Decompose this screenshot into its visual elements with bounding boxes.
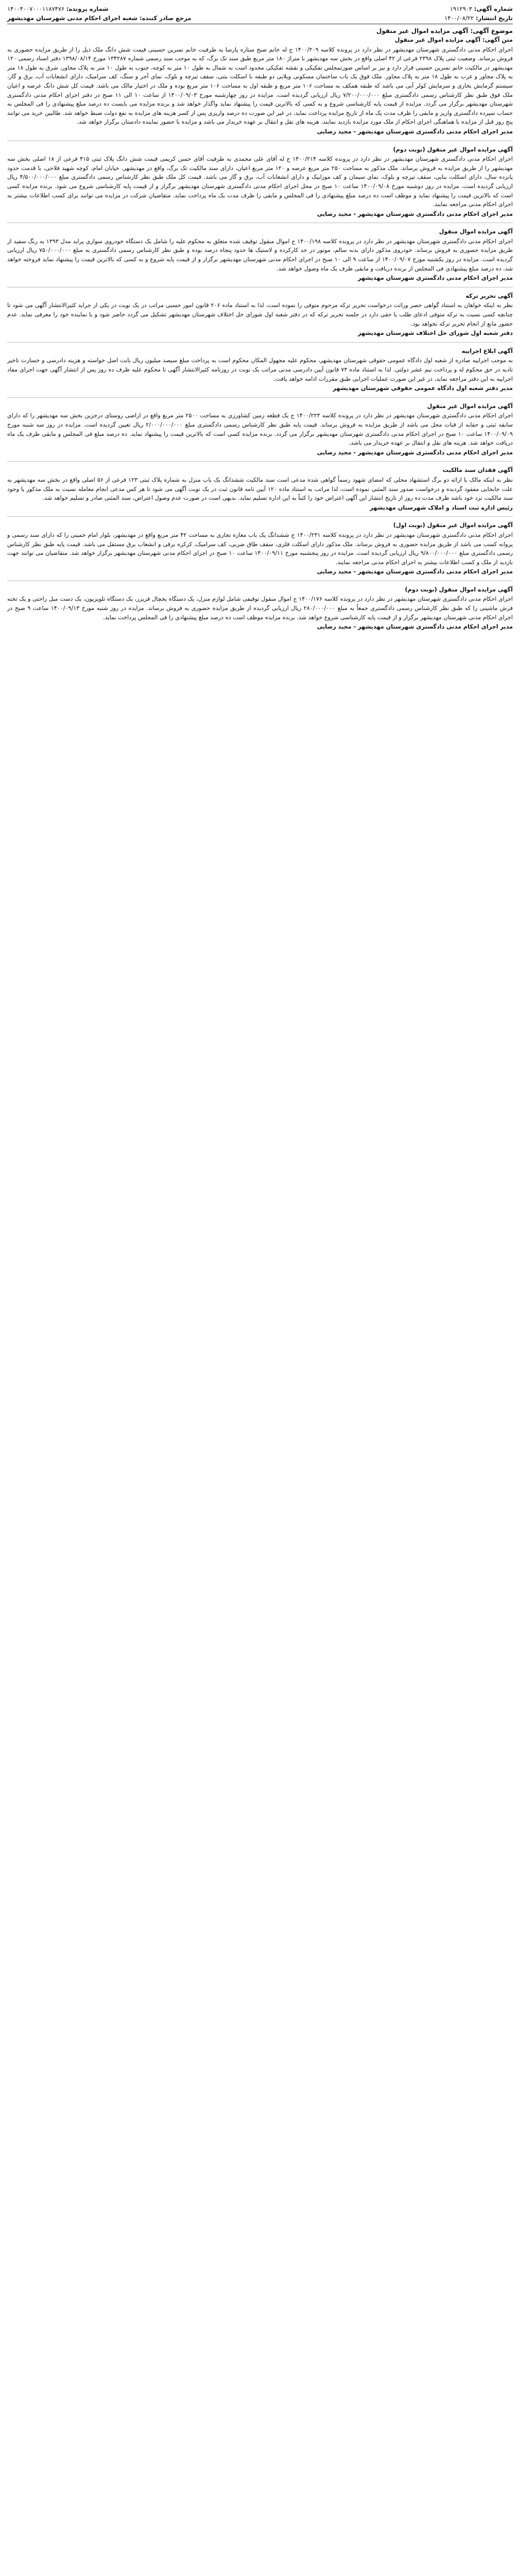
notice-1	[7, 36, 513, 137]
notice-2	[7, 145, 513, 219]
notice-5-signature: مدیر دفتر شعبه اول دادگاه عمومی حقوقی شهرستان مهدیشهر	[333, 385, 513, 392]
notice-4-title: آگهی تحریر ترکه	[465, 292, 513, 299]
notice-9-signature: مدیر اجرای احکام مدنی دادگستری شهرستان مهدیشهر - مجید رضایی	[317, 623, 513, 631]
notice-4-body: نظر به اینکه خواهان به استناد گواهی حصر وراثت درخواست تحریر ترکه مرحوم متوفی را نموده است، لذا به استناد ماده ۲۰۶ قانون امور حسبی مراتب در یک نوبت در یکی از جراید کثیرالانتشار آگهی می شود تا چنانچه کسی نسبت به ترکه متوفی ادعای طلب یا حقی دارد در جلسه تحریر ترکه که در دفتر شعبه اول شورای حل اختلاف شهرستان مهدیشهر تشکیل می گردد حاضر شود و یا نماینده خود را معرفی نماید. عدم حضور مانع از انجام تحریر ترکه نخواهد بود.	[7, 302, 513, 327]
divider	[7, 342, 513, 343]
notice-7-title: آگهی فقدان سند مالکیت	[442, 467, 513, 474]
notice-1-body: اجرای احکام مدنی دادگستری شهرستان مهدیشهر در نظر دارد در پرونده کلاسه ۱۴۰۰/۲۰۹ ج له خانم صبح ستاره پارسا به طرفیت خانم نسرین حسینی قیمت شش دانگ ملک ذیل را از طریق مزایده حضوری به فروش برساند. وضعیت ثبتی پلاک ۲۳۹۸ فرعی از ۴۲ اصلی واقع در بخش سه مهدیشهر با متراژ ۱۸۰ متر مربع طبق سند تک برگ، که به موجب سند رسمی شماره ۱۳۴۲۸۷ مورخ ۱۳۹۸/۰۸/۱۴ دفتر اسناد رسمی ۱۲۰ مهدیشهر در مالکیت خانم نسرین حسینی قرار دارد و نیز بر اساس صورتمجلس تفکیکی و نقشه تفکیکی محدود است به شمال به طول ۱۰ متر به کوچه، جنوب به طول ۱۰ متر به پلاک مجاور، شرق به طول ۱۸ متر به پلاک مجاور و غرب به طول ۱۸ متر به پلاک مجاور. ملک فوق یک باب ساختمان مسکونی ویلایی دو طبقه با اسکلت بتنی، سقف تیرچه و بلوک، نمای آجر و سنگ، کف سرامیک، دارای انشعابات آب، برق و گاز، سیستم گرمایش بخاری و سرمایش کولر آبی می باشد که طبقه همکف به مساحت ۱۰۶ متر مربع و طبقه اول به مساحت ۱۰۶ متر مربع بوده و ملک در اختیار مالک می باشد. قیمت کل شش دانگ عرصه و اعیان ملک فوق طبق نظر کارشناس رسمی دادگستری مبلغ ۷/۲۰۰/۰۰۰/۰۰۰ ریال ارزیابی گردیده است. مزایده در روز چهارشنبه مورخ ۱۴۰۰/۰۹/۰۳ از ساعت ۱۰ الی ۱۱ صبح در دفتر اجرای احکام مدنی دادگستری شهرستان مهدیشهر برگزار می گردد. مزایده از قیمت پایه کارشناسی شروع و به کسی که بالاترین قیمت را پیشنهاد نماید واگذار خواهد شد و برنده مزایده می بایست ده درصد مبلغ پیشنهادی را فی المجلس به حساب سپرده دادگستری واریز و مابقی را ظرف مدت یک ماه از تاریخ مزایده پرداخت نماید، در غیر این صورت ده درصد واریزی پس از کسر هزینه های مزایده به نفع دولت ضبط خواهد شد. طالبین خرید می توانند پنج روز قبل از مزایده با هماهنگی اجرای احکام از ملک مورد مزایده بازدید نمایند. هزینه های نقل و انتقال بر عهده خریدار می باشد و مزایده با حضور نماینده دادستان برگزار خواهد شد.	[7, 46, 513, 126]
notice-9-title: آگهی مزایده اموال منقول (نوبت دوم)	[405, 586, 513, 593]
notice-3	[7, 227, 513, 283]
notice-3-body: اجرای احکام مدنی دادگستری شهرستان مهدیشهر در نظر دارد در پرونده کلاسه ۱۴۰۰/۱۹۸ ج اموال منقول توقیف شده متعلق به محکوم علیه را شامل یک دستگاه خودروی سواری پراید مدل ۱۳۹۳ به رنگ سفید از طریق مزایده حضوری به فروش برساند. خودروی مذکور دارای بدنه سالم، موتور در حد کارکرده و لاستیک ها حدود پنجاه درصد بوده و طبق نظر کارشناس رسمی دادگستری به مبلغ ۷۵۰/۰۰۰/۰۰۰ ریال ارزیابی گردیده است. مزایده در روز یکشنبه مورخ ۱۴۰۰/۰۹/۰۷ از ساعت ۹ الی ۱۰ صبح در اجرای احکام مدنی شهرستان مهدیشهر برگزار و از قیمت پایه شروع و به کسی که بالاترین قیمت را پیشنهاد نماید فروخته خواهد شد. ده درصد مبلغ پیشنهادی فی المجلس از برنده دریافت و مابقی ظرف یک ماه وصول خواهد شد.	[7, 238, 513, 272]
publish-date-label: تاریخ انتشار:	[475, 14, 513, 22]
notice-7	[7, 466, 513, 512]
notice-3-title: آگهی مزایده اموال منقول	[439, 228, 513, 235]
notice-meta	[7, 4, 513, 23]
notice-6-title: آگهی مزایده اموال غیر منقول	[427, 402, 513, 410]
notice-6	[7, 402, 513, 457]
notice-4-signature: دفتر شعبه اول شورای حل اختلاف شهرستان مهدیشهر	[358, 330, 513, 337]
notice-5-body: به موجب اجراییه صادره از شعبه اول دادگاه عمومی حقوقی شهرستان مهدیشهر، محکوم علیه مجهول المکان محکوم است به پرداخت مبلغ سیصد میلیون ریال بابت اصل خواسته و هزینه دادرسی و خسارت تاخیر تادیه در حق محکوم له و پرداخت نیم عشر دولتی. لذا به استناد ماده ۷۳ قانون آیین دادرسی مدنی مراتب یک نوبت در روزنامه کثیرالانتشار آگهی تا محکوم علیه ظرف ده روز پس از انتشار آگهی جهت اجرای مفاد اجراییه به این دفتر مراجعه نماید، در غیر این صورت عملیات اجرایی طبق مقررات ادامه خواهد یافت.	[7, 357, 513, 382]
notice-7-body: نظر به اینکه مالک با ارائه دو برگ استشهاد محلی که امضای شهود رسماً گواهی شده مدعی است سند مالکیت ششدانگ یک باب منزل به شماره پلاک ثبتی ۱۲۳ فرعی از ۵۶ اصلی واقع در بخش سه مهدیشهر به علت جابجایی مفقود گردیده و درخواست صدور سند المثنی نموده است، لذا مراتب به استناد ماده ۱۲۰ آیین نامه قانون ثبت در یک نوبت آگهی می شود تا هر کس مدعی انجام معامله نسبت به ملک مذکور یا وجود سند مالکیت نزد خود باشد ظرف مدت ده روز از تاریخ انتشار این آگهی اعتراض خود را کتباً به این اداره تسلیم نماید. بدیهی است در صورت عدم وصول اعتراض، سند المثنی صادر و تسلیم خواهد شد.	[7, 476, 513, 502]
notice-3-signature: مدیر اجرای احکام مدنی دادگستری شهرستان مهدیشهر	[358, 275, 513, 282]
meta-row-2	[7, 13, 513, 23]
publish-date-value: ۱۴۰۰/۰۸/۲۲	[444, 14, 474, 22]
publish-date	[444, 13, 513, 23]
notice-8	[7, 521, 513, 577]
notice-8-body: اجرای احکام مدنی دادگستری شهرستان مهدیشهر در نظر دارد در پرونده کلاسه ۱۴۰۰/۲۳۱ ج ششدانگ یک باب مغازه تجاری به مساحت ۴۲ متر مربع واقع در مهدیشهر، بلوار امام خمینی را که دارای سند رسمی و پروانه کسب می باشد از طریق مزایده حضوری به فروش برساند. ملک مذکور دارای اسکلت فلزی، سقف طاق ضربی، کف سرامیک، کرکره برقی و انشعاب برق مستقل می باشد. قیمت پایه طبق نظر کارشناس رسمی دادگستری مبلغ ۹/۸۰۰/۰۰۰/۰۰۰ ریال ارزیابی گردیده است. مزایده در روز پنجشنبه مورخ ۱۴۰۰/۰۹/۱۱ ساعت ۱۰ صبح در اجرای احکام مدنی شهرستان مهدیشهر برگزار خواهد شد. متقاضیان می توانند جهت بازدید از ملک و کسب اطلاعات بیشتر به اجرای احکام مدنی مراجعه نمایند.	[7, 531, 513, 566]
notice-number	[450, 4, 513, 13]
notice-subject: موضوع آگهی: آگهی مزایده اموال غیر منقول	[376, 27, 513, 35]
notice-1-signature: مدیر اجرای احکام مدنی دادگستری شهرستان مهدیشهر - مجید رضایی	[317, 128, 513, 135]
divider	[7, 461, 513, 462]
meta-row-1	[7, 4, 513, 13]
notice-number-value: ۱۹۱۲۹۰۳	[449, 5, 473, 12]
notice-8-signature: مدیر اجرای احکام مدنی دادگستری شهرستان مهدیشهر - مجید رضایی	[317, 568, 513, 575]
divider	[7, 397, 513, 398]
case-serial-label: شماره پرونده:	[66, 5, 109, 12]
case-serial	[7, 4, 109, 13]
notice-2-body: اجرای احکام مدنی دادگستری شهرستان مهدیشهر در نظر دارد در پرونده کلاسه ۱۴۰۰/۲۱۴ ج له آقای علی محمدی به طرفیت آقای حسن کریمی قیمت شش دانگ پلاک ثبتی ۴۱۵ فرعی از ۱۸ اصلی بخش سه مهدیشهر را از طریق مزایده به فروش برساند. ملک مذکور به مساحت ۲۵۰ متر مربع عرصه و ۱۲۰ متر مربع اعیان، دارای سند مالکیت تک برگ، واقع در مهدیشهر، خیابان امام، کوچه شهید فلاحی، با قدمت حدود پانزده سال، دارای اسکلت بنایی، سقف تیرچه و بلوک، نمای سیمان و کف موزاییک و دارای انشعابات آب، برق و گاز می باشد. قیمت کل ملک طبق نظر کارشناس رسمی دادگستری مبلغ ۴/۵۰۰/۰۰۰/۰۰۰ ریال ارزیابی گردیده است. مزایده در روز دوشنبه مورخ ۱۴۰۰/۰۹/۰۸ ساعت ۱۰ صبح در محل اجرای احکام مدنی دادگستری شهرستان مهدیشهر برگزار و از قیمت پایه کارشناسی شروع می شود. برنده مزایده کسی است که بالاترین قیمت را پیشنهاد نماید و موظف است ده درصد مبلغ پیشنهادی را فی المجلس و مابقی را ظرف مدت یک ماه پرداخت نماید. متقاضیان شرکت در مزایده می توانند برای کسب اطلاعات بیشتر به اجرای احکام مدنی مراجعه نمایند.	[7, 156, 513, 208]
notice-6-signature: مدیر اجرای احکام مدنی دادگستری شهرستان مهدیشهر - مجید رضایی	[317, 449, 513, 456]
notice-6-body: اجرای احکام مدنی دادگستری شهرستان مهدیشهر در نظر دارد در پرونده کلاسه ۱۴۰۰/۲۲۳ ج یک قطعه زمین کشاورزی به مساحت ۲۵۰۰ متر مربع واقع در اراضی روستای درجزین بخش سه مهدیشهر را که دارای سابقه ثبتی و حقابه از قنات محل می باشد از طریق مزایده به فروش برساند. قیمت پایه طبق نظر کارشناس رسمی دادگستری مبلغ ۲/۰۰۰/۰۰۰/۰۰۰ ریال تعیین گردیده است. مزایده در روز سه شنبه مورخ ۱۴۰۰/۰۹/۰۹ ساعت ۱۰ صبح در اجرای احکام مدنی دادگستری شهرستان مهدیشهر برگزار می گردد. برنده مزایده کسی است که بالاترین قیمت را پیشنهاد نماید. ده درصد مبلغ فی المجلس و مابقی ظرف یک ماه دریافت خواهد شد. هزینه های نقل و انتقال بر عهده خریدار می باشد.	[7, 412, 513, 447]
divider	[7, 516, 513, 517]
notice-number-label: شماره آگهی:	[474, 5, 513, 12]
notice-5	[7, 347, 513, 393]
notice-9	[7, 585, 513, 632]
notice-7-signature: رئیس اداره ثبت اسناد و املاک شهرستان مهدیشهر	[370, 504, 513, 511]
notice-2-signature: مدیر اجرای احکام مدنی دادگستری شهرستان مهدیشهر - مجید رضایی	[317, 210, 513, 217]
notice-2-title: آگهی مزایده اموال غیر منقول (نوبت دوم)	[393, 146, 513, 153]
notice-5-title: آگهی ابلاغ اجراییه	[461, 347, 513, 354]
case-serial-value: ۱۴۰۰۴۰۰۷۰۰۰۱۱۸۷۴۷۶	[7, 5, 65, 12]
issuing-authority: مرجع صادر کننده: شعبه اجرای احکام مدنی شهرستان مهدیشهر	[7, 14, 192, 22]
notice-1-title: متن آگهی: آگهی مزایده اموال غیر منقول	[394, 37, 513, 43]
notice-4	[7, 292, 513, 338]
notice-8-title: آگهی مزایده اموال غیر منقول (نوبت اول)	[393, 522, 513, 529]
notice-9-body: اجرای احکام مدنی دادگستری شهرستان مهدیشهر در نظر دارد در پرونده کلاسه ۱۴۰۰/۱۷۶ ج اموال منقول توقیفی شامل لوازم منزل، یک دستگاه یخچال فریزر، یک دستگاه تلویزیون، یک دست مبل راحتی و یک تخته فرش ماشینی را که طبق نظر کارشناس رسمی دادگستری جمعاً به مبلغ ۲۸۰/۰۰۰/۰۰۰ ریال ارزیابی گردیده از طریق مزایده حضوری به فروش برساند. مزایده در روز شنبه مورخ ۱۴۰۰/۰۹/۱۳ ساعت ۹ صبح در اجرای احکام مدنی شهرستان مهدیشهر برگزار و از قیمت پایه کارشناسی شروع خواهد شد. برنده مزایده موظف است ده درصد مبلغ پیشنهادی را فی المجلس پرداخت نماید.	[7, 596, 513, 621]
